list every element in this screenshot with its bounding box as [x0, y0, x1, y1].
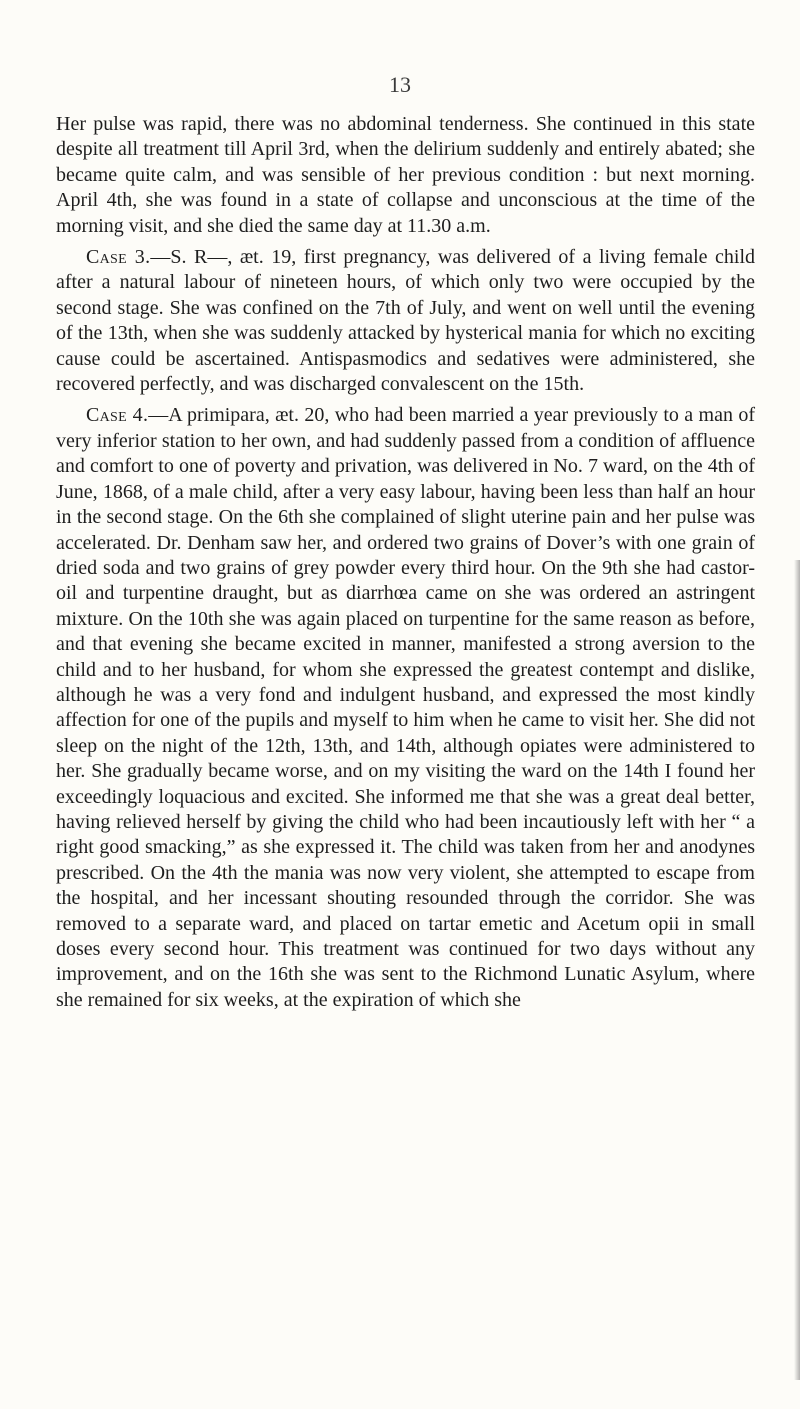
paragraph-1-text: Her pulse was rapid, there was no abdominal tenderness. She continued in this state despite all treatment till April 3rd, when the delirium suddenly and entirely abated; she became quite calm, and was sensible of her previous condition : but next morning. April 4th, she was found in a state of collapse and unconscious at the time of the morning visit, and she died the same day at 11.30 a.m. [56, 113, 755, 237]
paragraph-case-4 [56, 403, 755, 1013]
case-3-label: Case 3. [86, 246, 151, 269]
case-4-text: —A primipara, æt. 20, who had been married a year previously to a man of very inferior station to her own, and had suddenly passed from a condition of affluence and comfort to one of poverty and privation, was delivered in No. 7 ward, on the 4th of June, 1868, of a male child, after a very easy labour, having been less than half an hour in the second stage. On the 6th she complained of slight uterine pain and her pulse was accelerated. Dr. Denham saw her, and ordered two grains of Dover’s with one grain of dried soda and two grains of grey powder every third hour. On the 9th she had castor-oil and turpentine draught, but as diarrhœa came on she was ordered an astringent mixture. On the 10th she was again placed on turpentine for the same reason as before, and that evening she became excited in manner, manifested a strong aversion to the child and to her husband, for whom she expressed the greatest contempt and dislike, although he was a very fond and indulgent husband, and expressed the most kindly affection for one of the pupils and myself to him when he came to visit her. She did not sleep on the night of the 12th, 13th, and 14th, although opiates were administered to her. She gradually became worse, and on my visiting the ward on the 14th I found her exceedingly loquacious and excited. She informed me that she was a great deal better, having relieved herself by giving the child who had been incautiously left with her “ a right good smacking,” as she expressed it. The child was taken from her and anodynes prescribed. On the 4th the mania was now very violent, she attempted to escape from the hospital, and her incessant shouting resounded through the corridor. She was removed to a separate ward, and placed on tartar emetic and Acetum opii in small doses every second hour. This treatment was continued for two days without any improvement, and on the 16th she was sent to the Richmond Lunatic Asylum, where she remained for six weeks, at the expiration of which she [56, 404, 755, 1011]
body-text [56, 112, 755, 1019]
case-3-text: —S. R—, æt. 19, first pregnancy, was delivered of a living female child after a natural labour of nineteen hours, of which only two were occupied by the second stage. She was confined on the 7th of July, and went on well until the evening of the 13th, when she was suddenly attacked by hysterical mania for which no exciting cause could be ascertained. Antispasmodics and sedatives were administered, she recovered perfectly, and was discharged convalescent on the 15th. [56, 246, 755, 396]
page-edge-shadow [794, 560, 800, 1380]
page-number: 13 [389, 72, 411, 97]
paragraph-case-3 [56, 245, 755, 397]
case-4-label: Case 4. [86, 404, 149, 427]
paragraph-1 [56, 112, 755, 239]
